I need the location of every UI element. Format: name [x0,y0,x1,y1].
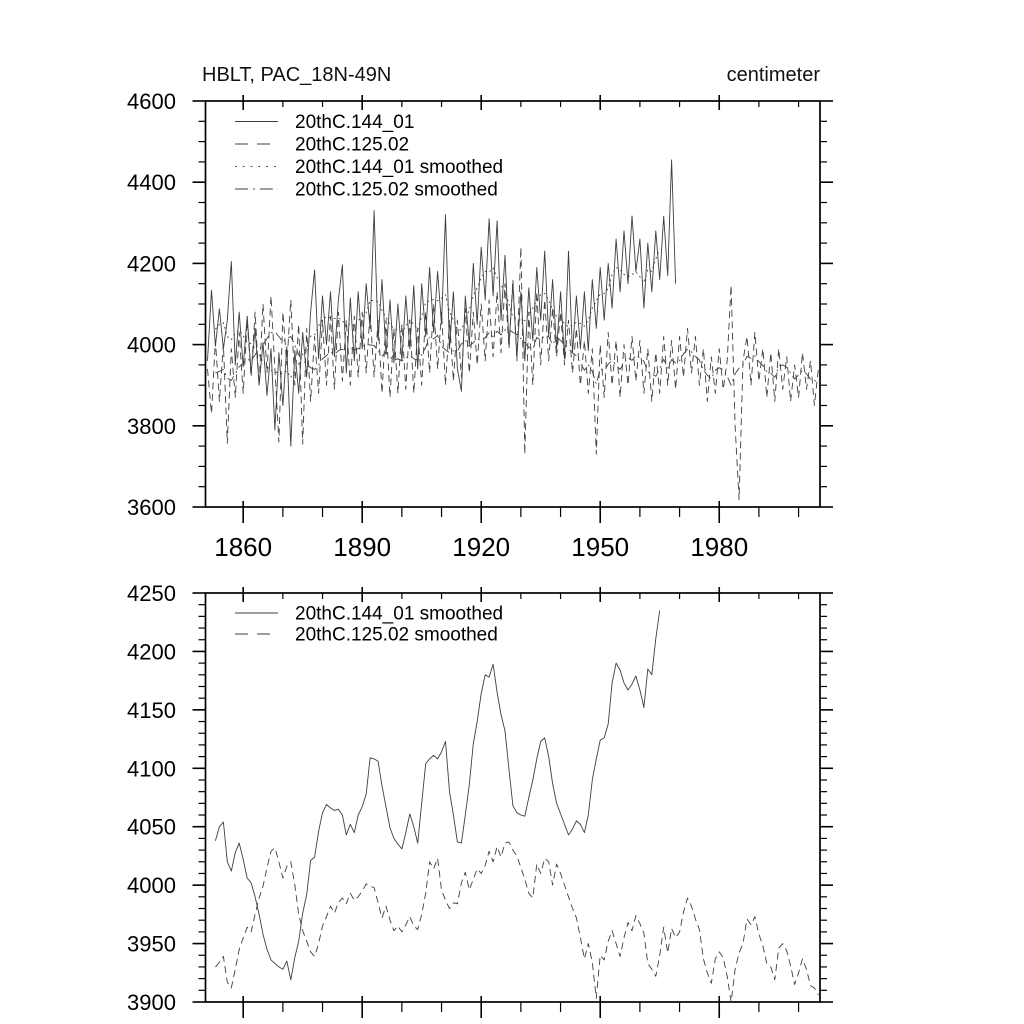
y-tick-label: 3950 [127,931,176,957]
x-tick-label: 1950 [571,532,630,562]
legend-label: 20thC.125.02 smoothed [295,624,498,646]
x-tick-labels [214,532,748,562]
bottom-panel [127,581,833,1018]
y-tick-label: 3600 [127,495,176,520]
y-tick-label: 4200 [127,251,176,277]
chart-title: HBLT, PAC_18N-49N [202,64,392,86]
series-20thC.125.02 [208,247,819,500]
y-tick-label: 4600 [127,89,176,114]
legend [235,112,503,201]
y-tick-label: 4000 [127,332,176,358]
y-tick-label: 4050 [127,814,176,840]
y-ticks [193,101,834,507]
y-ticks [193,593,834,1002]
legend-label: 20thC.144_01 smoothed [295,603,504,625]
legend-label: 20thC.125.02 [295,134,410,156]
y-tick-label: 3900 [127,990,176,1015]
legend-label: 20thC.144_01 smoothed [295,157,504,178]
legend [235,604,503,646]
legend-label: 20thC.144_01 [295,112,415,133]
y-tick-label: 4150 [127,697,176,723]
plot-frame [206,593,821,1002]
y-tick-label: 4400 [127,170,176,196]
y-tick-label: 4000 [127,873,176,899]
y-tick-label: 3800 [127,413,176,439]
x-tick-label: 1980 [690,532,749,562]
x-tick-label: 1860 [214,532,273,562]
y-tick-label: 4100 [127,756,176,782]
y-tick-label: 4250 [127,581,176,606]
series-20thC.144_01 [208,160,676,446]
y-tick-label: 4200 [127,639,176,665]
y-tick-labels [127,581,176,1015]
series-20thC.125.02-smoothed [215,842,818,1002]
unit-label: centimeter [726,64,820,86]
y-tick-labels [127,89,176,520]
x-tick-label: 1890 [333,532,392,562]
series-20thC.144_01-smoothed [215,611,659,980]
x-tick-label: 1920 [452,532,511,562]
x-ticks [243,587,798,1018]
top-panel [127,89,833,562]
legend-label: 20thC.125.02 smoothed [295,179,498,201]
